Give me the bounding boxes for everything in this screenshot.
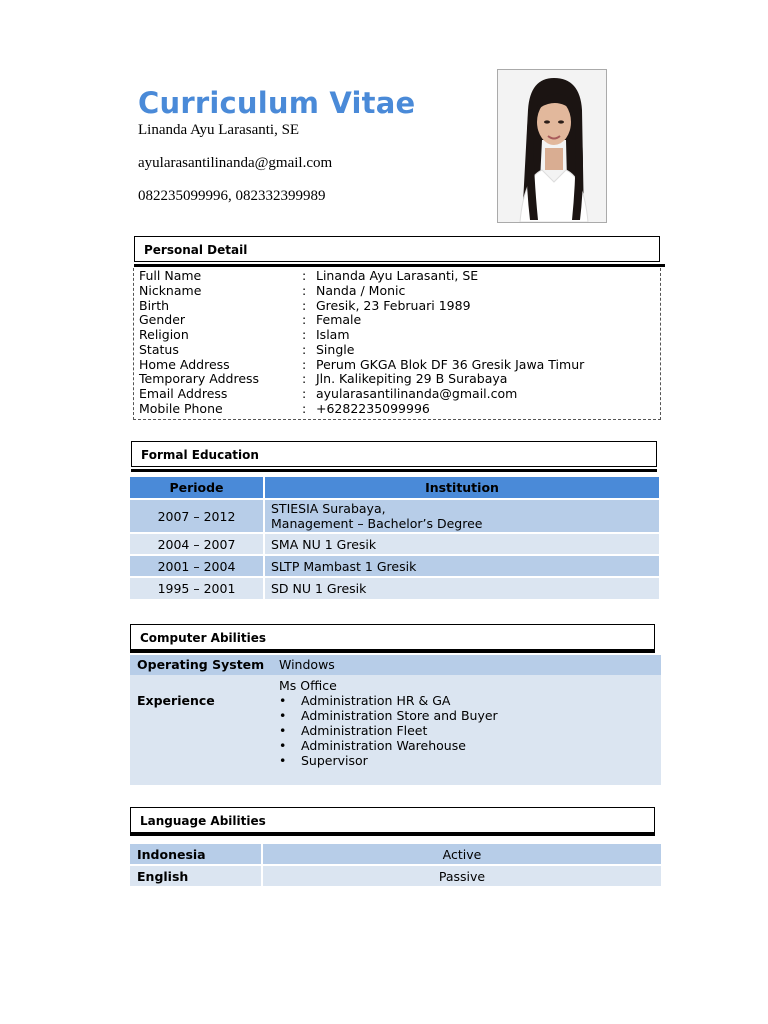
education-table bbox=[130, 477, 661, 599]
header-name: Linanda Ayu Larasanti, SE bbox=[138, 122, 300, 138]
list-item: • Administration HR & GA bbox=[279, 693, 498, 708]
language-level: Active bbox=[262, 843, 661, 865]
section-divider bbox=[134, 264, 665, 267]
institution-cell: SLTP Mambast 1 Gresik bbox=[264, 555, 660, 577]
institution-cell: SD NU 1 Gresik bbox=[264, 577, 660, 599]
institution-name: STIESIA Surabaya, bbox=[271, 501, 386, 516]
section-heading-language: Language Abilities bbox=[130, 807, 655, 833]
table-row bbox=[130, 577, 660, 599]
section-divider bbox=[130, 833, 655, 836]
language-level: Passive bbox=[262, 865, 661, 886]
institution-cell bbox=[264, 499, 660, 533]
table-row bbox=[130, 499, 660, 533]
period-cell: 2004 – 2007 bbox=[130, 533, 264, 555]
operating-system-row bbox=[130, 655, 661, 675]
profile-photo bbox=[497, 69, 607, 223]
period-cell: 2007 – 2012 bbox=[130, 499, 264, 533]
language-name: Indonesia bbox=[130, 843, 262, 865]
period-cell: 2001 – 2004 bbox=[130, 555, 264, 577]
list-item: • Administration Fleet bbox=[279, 723, 498, 738]
section-divider bbox=[130, 650, 655, 653]
section-heading-education: Formal Education bbox=[131, 441, 657, 467]
header-email: ayularasantilinanda@gmail.com bbox=[138, 155, 333, 171]
portrait-image bbox=[498, 70, 606, 222]
header-phones: 082235099996, 082332399989 bbox=[138, 188, 326, 204]
section-divider bbox=[131, 469, 657, 472]
column-header-institution: Institution bbox=[264, 477, 660, 499]
institution-degree: Management – Bachelor’s Degree bbox=[271, 516, 483, 531]
section-heading-personal: Personal Detail bbox=[134, 236, 660, 262]
table-row bbox=[130, 865, 661, 886]
experience-list bbox=[279, 693, 498, 768]
table-header-row bbox=[130, 477, 660, 499]
list-item: • Administration Store and Buyer bbox=[279, 708, 498, 723]
experience-intro: Ms Office bbox=[279, 678, 337, 693]
table-row bbox=[130, 533, 660, 555]
list-item: • Supervisor bbox=[279, 753, 498, 768]
language-name: English bbox=[130, 865, 262, 886]
personal-details: Full Name : Linanda Ayu Larasanti, SE Nickname : Nanda / Monic Birth : Gresik, 23 Februari 1989 Gender : Female Religion : Islam Status : Single Home Address : Perum GKGA Blok DF 36 Gresik Jawa Timur Temporary Address : Jln. Kalikepiting 29 B Surabaya Email Address : ayularasantilinanda@gmail.com Mobile Phone : +6282235099996 bbox=[133, 268, 661, 420]
cv-title: Curriculum Vitae bbox=[138, 86, 416, 120]
column-header-period: Periode bbox=[130, 477, 264, 499]
operating-system-label: Operating System bbox=[137, 657, 265, 672]
table-row bbox=[130, 555, 660, 577]
operating-system-value: Windows bbox=[279, 657, 335, 672]
list-item: • Administration Warehouse bbox=[279, 738, 498, 753]
period-cell: 1995 – 2001 bbox=[130, 577, 264, 599]
section-heading-computer: Computer Abilities bbox=[130, 624, 655, 650]
experience-label: Experience bbox=[137, 693, 215, 708]
table-row bbox=[130, 843, 661, 865]
institution-cell: SMA NU 1 Gresik bbox=[264, 533, 660, 555]
language-table bbox=[130, 842, 661, 886]
experience-row bbox=[130, 675, 661, 785]
